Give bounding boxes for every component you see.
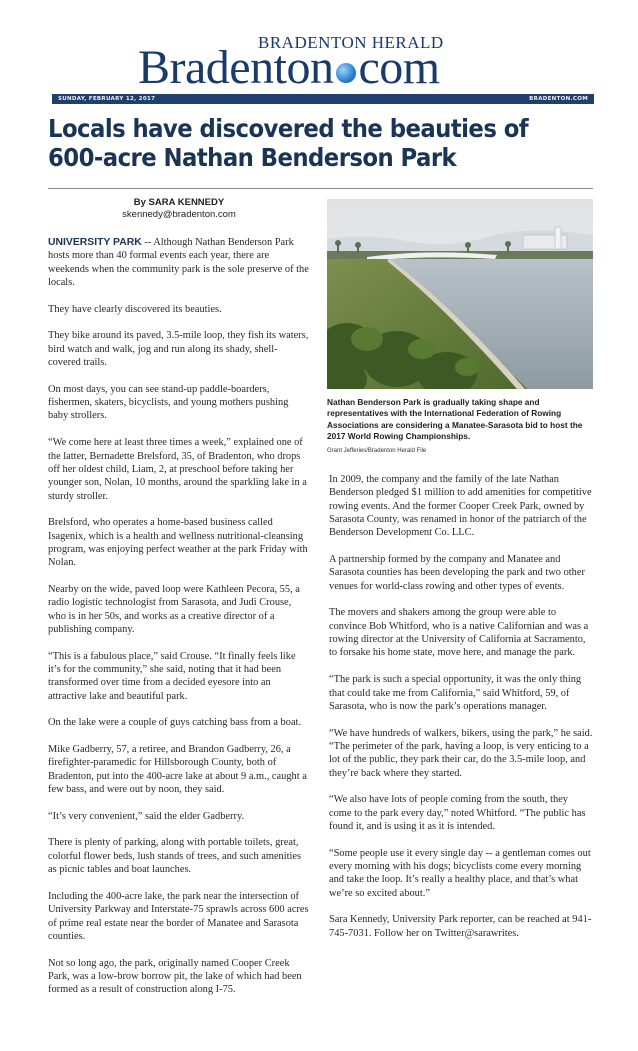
brand-name: Bradenton [138,41,334,94]
article-column-left [48,236,310,1010]
paragraph: “This is a fabulous place,” said Crouse. “It finally feels like it’s for the community,” she said, noting that it had been transformed over time from a decided eyesore into an attractive lake and beautiful park. [48,650,296,702]
paragraph: “We have hundreds of walkers, bikers, using the park,” he said. “The perimeter of the park, having a loop, is very enticing to a lot of the public, they park their car, do the 3.5-mile loop, and they’re back where they started. [329,727,593,779]
dateline: UNIVERSITY PARK [48,237,142,248]
site-link[interactable]: BRADENTON.COM [529,96,588,102]
paragraph: Including the 400-acre lake, the park near the intersection of University Parkway and Interstate-75 sprawls across 600 acres of prime real estate near the border of Manatee and Sarasota counties. [48,890,309,942]
brand-suffix: com [358,41,440,94]
paragraph: In 2009, the company and the family of the late Nathan Benderson pledged $1 million to add amenities for competitive rowing events. And the former Cooper Creek Park, owned by Sarasota County, was renamed in honor of the patriarch of the Benderson Development Co. LLC. [329,474,592,539]
headline-divider [48,188,593,189]
paragraph: They bike around its paved, 3.5-mile loop, they fish its waters, bird watch and walk, jog and run along its shady, shell-covered trails. [48,330,309,369]
author-email[interactable]: skennedy@bradenton.com [122,209,236,220]
headline-line-1: Locals have discovered the beauties of [48,114,529,143]
paragraph: “It’s very convenient,” said the elder Gadberry. [48,810,245,822]
issue-date: SUNDAY, FEBRUARY 12, 2017 [58,96,156,102]
paragraph: “We also have lots of people coming from the south, they come to the park every day,” noted Whitford. “The public has found it, and is using it as it is intended. [329,794,586,832]
byline [48,197,310,221]
paragraph: “Some people use it every single day -- a gentleman comes out every morning with his dogs; bicyclists come every morning and take the loop. It’s really a healthy place, and that’s what we’re so excited about.” [329,847,591,899]
author-name: By SARA KENNEDY [133,197,225,208]
paragraph: UNIVERSITY PARK -- Although Nathan Benderson Park hosts more than 40 formal events each year, there are weekends when the community park is the sole preserve of the locals. [48,237,309,289]
paragraph: “We come here at least three times a week,” explained one of the latter, Bernadette Brelsford, 35, of Bradenton, who drops off her oldest child, Liam, 2, at preschool before taking her younger son, Nolan, 10 months, around the sparkling lake in a sturdy stroller. [48,437,307,502]
park-photo-illustration [327,199,593,389]
article-column-right [329,473,593,953]
park-photo [327,199,593,389]
article-headline [48,114,569,172]
paragraph: Not so long ago, the park, originally named Cooper Creek Park, was a low-brow borrow pit, the lake of which had been formed as a result of construction along I-75. [48,957,302,996]
paragraph: Brelsford, who operates a home-based business called Isagenix, which is a health and wellness nutritional-cleansing program, was enjoying perfect weather at the park Friday with Nolan. [48,517,308,569]
herald-wordmark: BRADENTON HERALD [258,33,444,52]
paragraph: A partnership formed by the company and Manatee and Sarasota counties has been developing the park and two other venues for world-class rowing and other types of events. [329,554,585,592]
paragraph: Nearby on the wide, paved loop were Kathleen Pecora, 55, a radio logistic technologist from Sarasota, and Judi Crouse, who is in her 50s, and works as a creative director of a publishing company. [48,583,300,635]
masthead [0,0,638,100]
paragraph: They have clearly discovered its beauties. [48,303,222,315]
paragraph: On the lake were a couple of guys catching bass from a boat. [48,717,302,729]
paragraph: The movers and shakers among the group were able to convince Bob Whitford, who is a native Californian and was a rowing director at the University of California at Sacramento, to forsake his home state, move here, and manage the park. [329,607,589,659]
date-bar [52,94,594,104]
headline-line-2: 600-acre Nathan Benderson Park [48,143,457,172]
paragraph: On most days, you can see stand-up paddle-boarders, fishermen, skaters, bicyclists, and young mothers pushing baby strollers. [48,383,289,422]
paragraph: Sara Kennedy, University Park reporter, can be reached at 941-745-7031. Follow her on Twitter@sarawrites. [329,914,592,939]
paragraph: Mike Gadberry, 57, a retiree, and Brandon Gadberry, 26, a firefighter-paramedic for Hillsborough County, both of Bradenton, put into the 400-acre lake at about 9 a.m., caught a few bass, and were out by noon, they said. [48,744,307,796]
globe-icon [336,63,356,83]
photo-credit: Grant Jefferies/Bradenton Herald File [327,448,427,454]
paragraph: There is plenty of parking, along with portable toilets, great, colorful flower beds, lush stands of trees, and such amenities as picnic tables and boat launches. [48,837,302,876]
photo-caption: Nathan Benderson Park is gradually taking shape and representatives with the International Federation of Rowing Associations are considering a Manatee-Sarasota bid to host the 2017 World Rowing Championships. [327,397,583,441]
paragraph: “The park is such a special opportunity, it was the only thing that could take me from California,” said Whitford, 59, of Sarasota, who is now the park’s operations manager. [329,674,582,712]
